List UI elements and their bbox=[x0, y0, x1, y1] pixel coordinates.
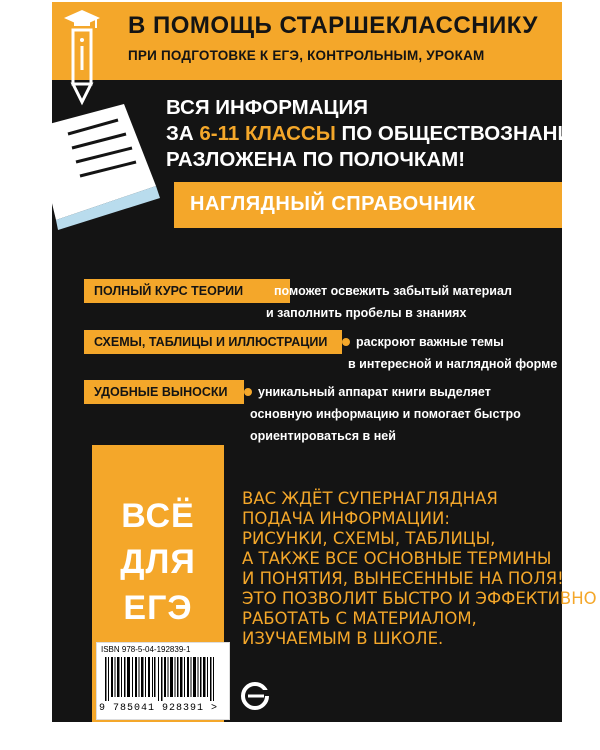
ege-line-3: ЕГЭ bbox=[123, 589, 193, 627]
ege-line-2: ДЛЯ bbox=[120, 543, 196, 581]
feature-tag-schemes: СХЕМЫ, ТАБЛИЦЫ И ИЛЛЮСТРАЦИИ bbox=[84, 330, 342, 354]
series-subtitle: ПРИ ПОДГОТОВКЕ К ЕГЭ, КОНТРОЛЬНЫМ, УРОКАМ bbox=[128, 48, 485, 63]
feature-text-theory-2: и заполнить пробелы в знаниях bbox=[266, 306, 467, 320]
promo-line: РИСУНКИ, СХЕМЫ, ТАБЛИЦЫ, bbox=[242, 529, 496, 548]
reference-band bbox=[174, 182, 562, 228]
promo-line: ЭТО ПОЗВОЛИТ БЫСТРО И ЭФФЕКТИВНО bbox=[242, 589, 597, 608]
promo-line: ИЗУЧАЕМЫМ В ШКОЛЕ. bbox=[242, 629, 444, 648]
promo-line: А ТАКЖЕ ВСЕ ОСНОВНЫЕ ТЕРМИНЫ bbox=[242, 549, 552, 568]
promo-line: ПОДАЧА ИНФОРМАЦИИ: bbox=[242, 509, 450, 528]
ege-text bbox=[106, 493, 210, 631]
headline-line-3: РАЗЛОЖЕНА ПО ПОЛОЧКАМ! bbox=[166, 148, 466, 171]
feature-text-callouts-1 bbox=[244, 381, 491, 403]
bullet-dot-icon bbox=[244, 388, 252, 396]
promo-line: И ПОНЯТИЯ, ВЫНЕСЕННЫЕ НА ПОЛЯ! bbox=[242, 569, 564, 588]
feature-tag-theory: ПОЛНЫЙ КУРС ТЕОРИИ bbox=[84, 279, 290, 303]
feature-text-callouts-3: ориентироваться в ней bbox=[250, 429, 396, 443]
bullet-dot-icon bbox=[260, 287, 268, 295]
isbn-barcode bbox=[96, 642, 230, 720]
ege-line-1: ВСЁ bbox=[121, 497, 195, 535]
headline-line-2-suffix: ПО ОБЩЕСТВОЗНАНИЮ bbox=[335, 122, 594, 145]
open-book-icon bbox=[28, 104, 168, 234]
promo-line: РАБОТАТЬ С МАТЕРИАЛОМ, bbox=[242, 609, 477, 628]
series-title: В ПОМОЩЬ СТАРШЕКЛАССНИКУ bbox=[128, 12, 538, 39]
headline-accent-grades: 6-11 КЛАССЫ bbox=[199, 122, 336, 145]
feature-text-theory-1-content: поможет освежить забытый материал bbox=[274, 284, 512, 298]
feature-tag-callouts: УДОБНЫЕ ВЫНОСКИ bbox=[84, 380, 244, 404]
isbn-label: ISBN 978-5-04-192839-1 bbox=[101, 645, 191, 654]
barcode-icon bbox=[103, 657, 223, 701]
bullet-dot-icon bbox=[342, 338, 350, 346]
top-band bbox=[52, 2, 562, 80]
feature-text-schemes-1-content: раскроют важные темы bbox=[356, 335, 504, 349]
headline-line-1: ВСЯ ИНФОРМАЦИЯ bbox=[166, 96, 368, 119]
feature-text-schemes-1 bbox=[342, 331, 504, 353]
feature-text-schemes-2: в интересной и наглядной форме bbox=[348, 357, 558, 371]
feature-text-callouts-1-content: уникальный аппарат книги выделяет bbox=[258, 385, 491, 399]
promo-text bbox=[242, 489, 597, 649]
feature-text-callouts-2: основную информацию и помогает быстро bbox=[250, 407, 521, 421]
book-back-cover bbox=[52, 2, 597, 722]
reference-label: НАГЛЯДНЫЙ СПРАВОЧНИК bbox=[190, 193, 476, 215]
eksmo-logo-icon bbox=[240, 680, 270, 712]
promo-line: ВАС ЖДЁТ СУПЕРНАГЛЯДНАЯ bbox=[242, 489, 498, 508]
headline-line-2-prefix: ЗА bbox=[166, 122, 200, 145]
headline bbox=[166, 95, 593, 173]
barcode-digits: 9 785041 928391 > bbox=[99, 703, 219, 714]
pencil-graduation-cap-icon bbox=[62, 6, 102, 106]
feature-text-theory-1 bbox=[260, 280, 512, 302]
headline-line-2 bbox=[166, 121, 593, 147]
